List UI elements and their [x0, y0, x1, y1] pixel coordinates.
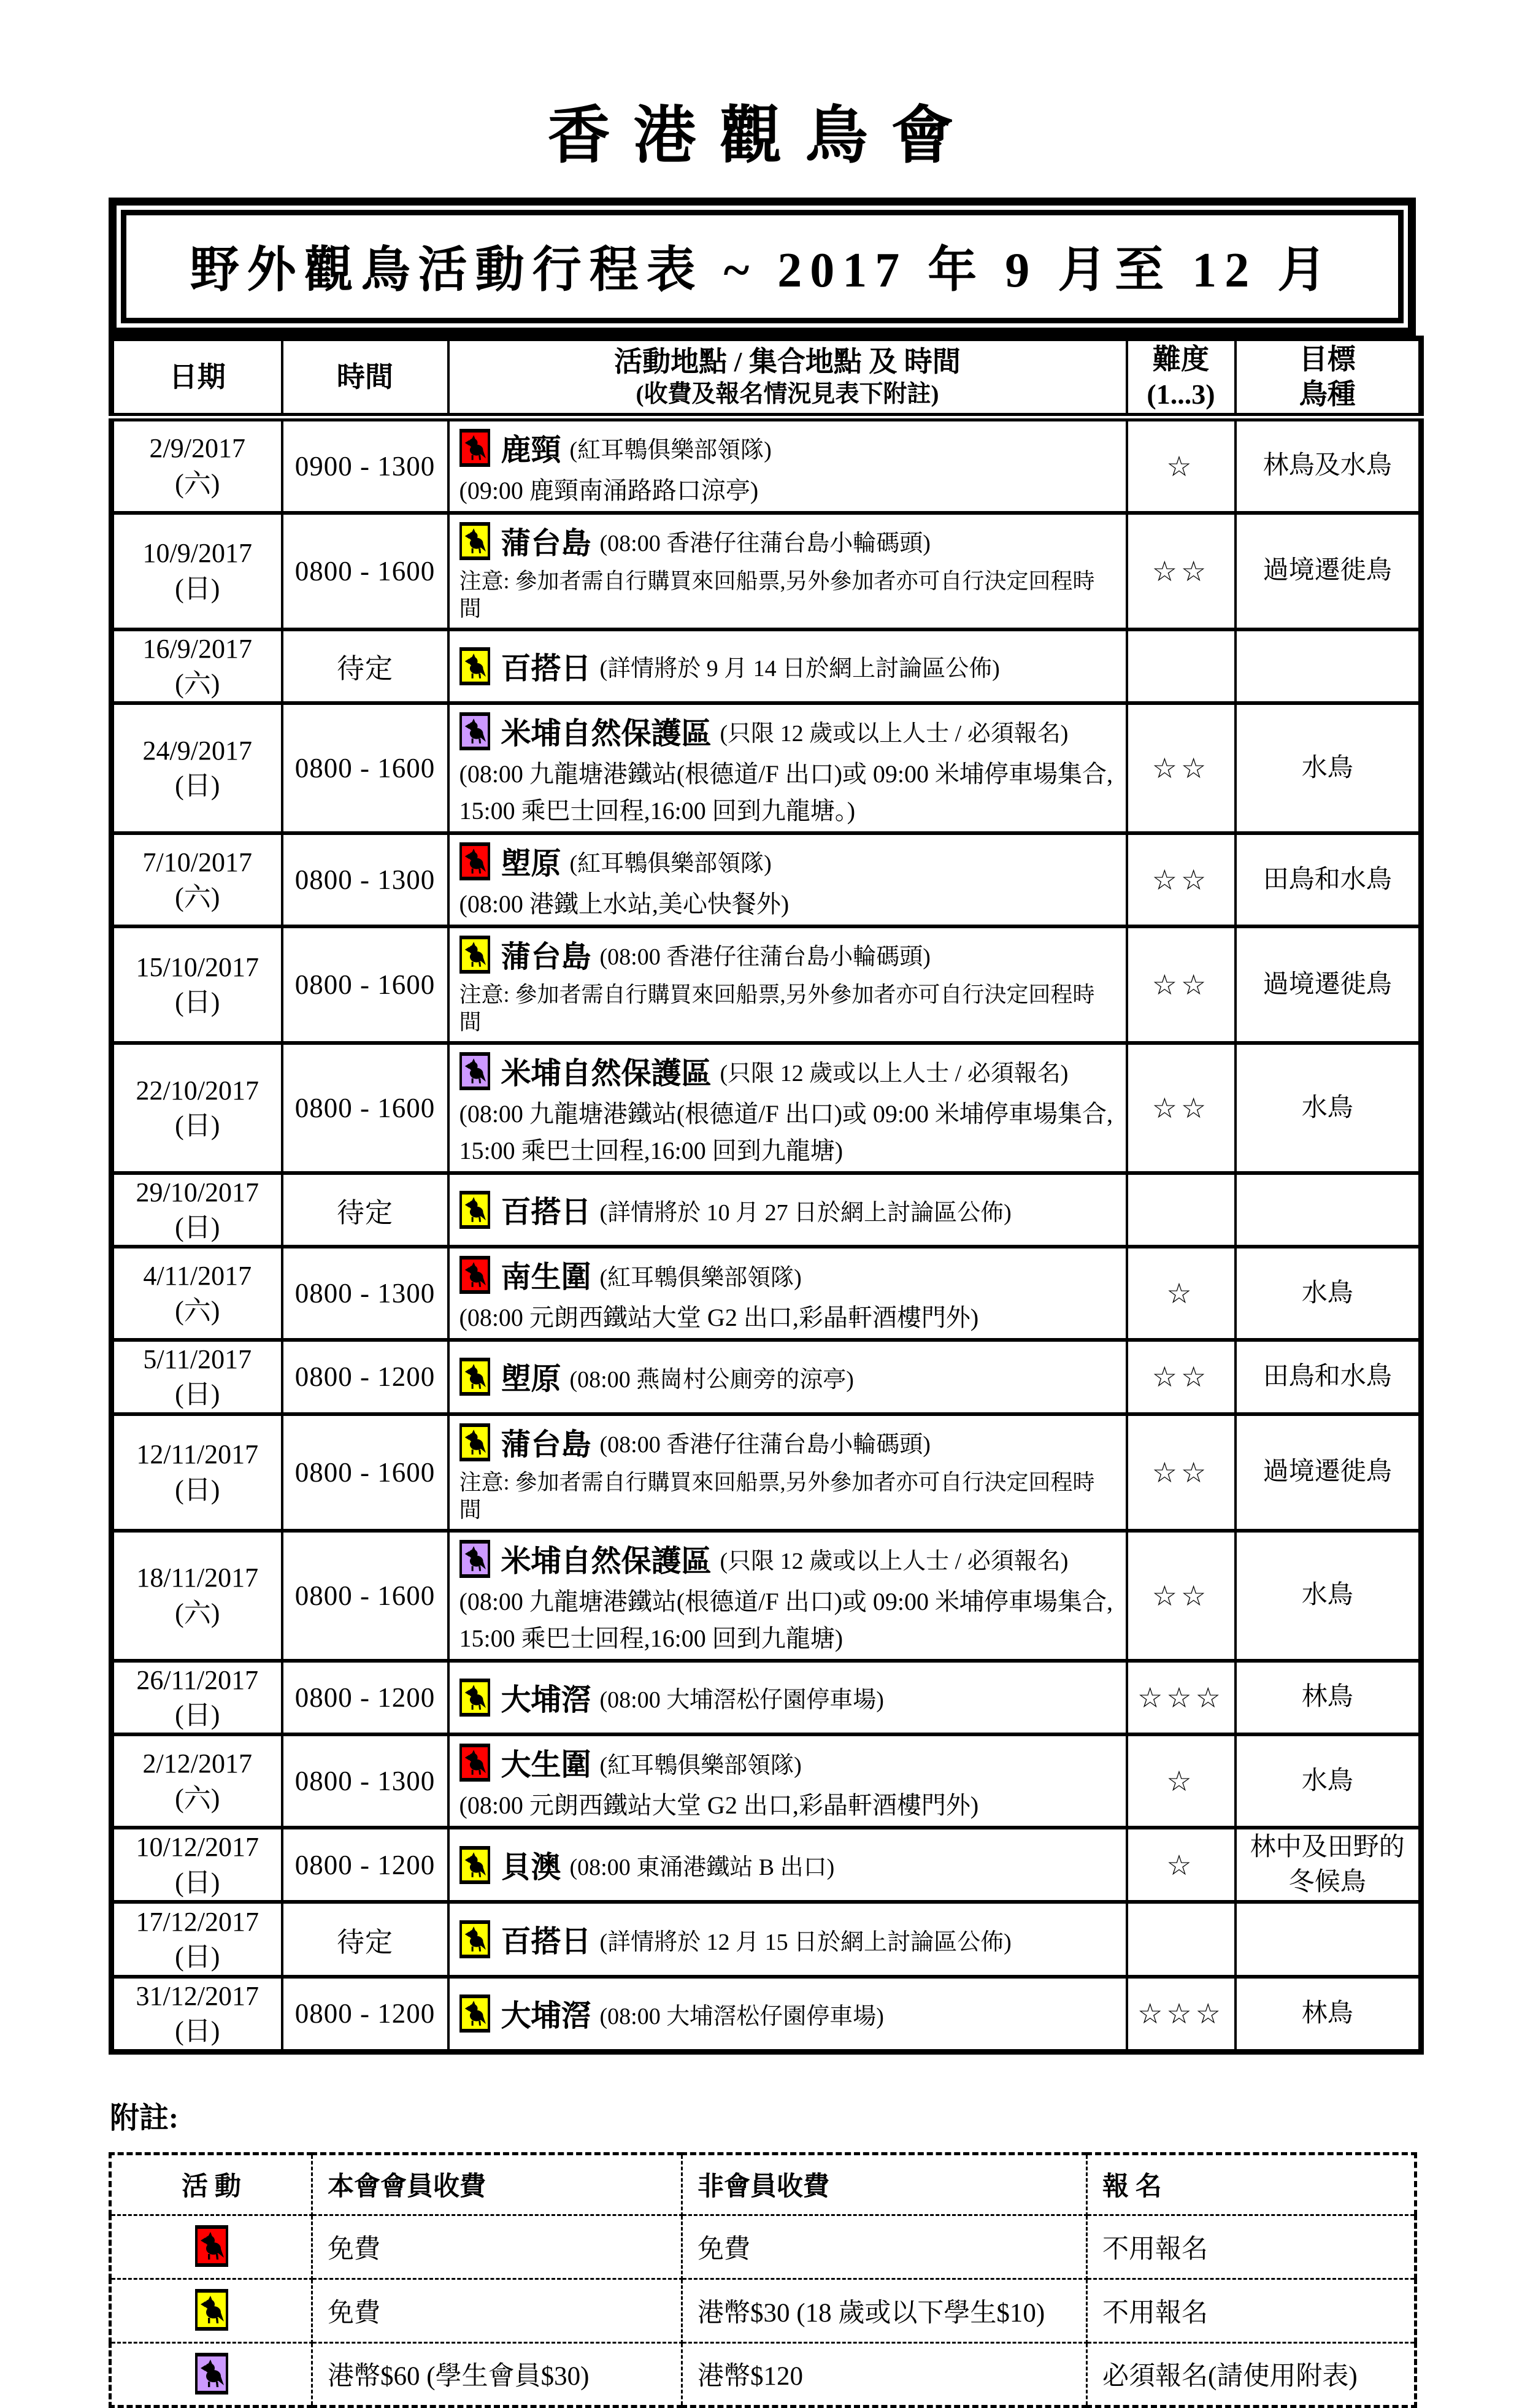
schedule-row — [112, 1414, 1421, 1531]
date-value: 17/12/2017 — [136, 1906, 259, 1937]
schedule-row — [112, 629, 1421, 703]
activity-name: 塱原 — [501, 1362, 561, 1396]
time-cell: 0800 - 1600 — [282, 926, 448, 1043]
activity-title-line — [459, 1188, 1116, 1231]
date-cell — [112, 1247, 282, 1340]
activity-inline-note: (詳情將於 9 月 14 日於網上討論區公佈) — [599, 656, 1000, 682]
difficulty-cell: ☆☆ — [1127, 1043, 1236, 1173]
fee-row — [110, 2342, 1416, 2406]
fee-registration-cell: 不用報名 — [1087, 2215, 1416, 2279]
activity-title-line — [459, 1253, 1116, 1296]
activity-title-line — [459, 1992, 1116, 2035]
activity-title-line — [459, 1537, 1116, 1580]
activity-name: 蒲台島 — [501, 1427, 591, 1461]
activity-category-icon — [459, 429, 490, 467]
activity-extra-line: (08:00 元朗西鐵站大堂 G2 出口,彩晶軒酒樓門外) — [459, 1304, 979, 1332]
date-cell — [112, 1340, 282, 1414]
date-value: 26/11/2017 — [136, 1664, 259, 1695]
schedule-row — [112, 1247, 1421, 1340]
fee-category-icon — [195, 2225, 228, 2267]
activity-cell — [448, 926, 1127, 1043]
header-difficulty: 難度 (1...3) — [1127, 339, 1236, 417]
target-birds-cell: 水鳥 — [1236, 1247, 1421, 1340]
activity-extra-line: (08:00 九龍塘港鐵站(根德道/F 出口)或 09:00 米埔停車場集合, — [459, 1587, 1113, 1615]
activity-inline-note: (08:00 大埔滘松仔園停車場) — [599, 2003, 884, 2029]
time-cell: 0800 - 1300 — [282, 1247, 448, 1340]
banner-title: 野外觀鳥活動行程表 ~ 2017 年 9 月至 12 月 — [190, 244, 1335, 298]
fee-member-cell: 免費 — [312, 2279, 682, 2342]
activity-extra-lines — [459, 1587, 1116, 1654]
schedule-row — [112, 513, 1421, 629]
difficulty-cell — [1127, 1173, 1236, 1247]
date-value: 10/9/2017 — [142, 538, 252, 569]
activity-name: 米埔自然保護區 — [501, 1544, 712, 1578]
banner-box-inner — [121, 210, 1404, 323]
activity-title-line — [459, 1918, 1116, 1961]
activity-extra-line: 15:00 乘巴士回程,16:00 回到九龍塘。) — [459, 796, 856, 825]
target-birds-cell: 水鳥 — [1236, 1734, 1421, 1828]
date-value: 18/11/2017 — [136, 1563, 259, 1593]
activity-category-icon — [459, 522, 490, 560]
target-birds-cell: 田鳥和水鳥 — [1236, 1340, 1421, 1414]
bird-icon — [464, 528, 486, 555]
time-cell: 0800 - 1600 — [282, 1414, 448, 1531]
activity-title-line — [459, 1741, 1116, 1784]
activity-category-icon — [459, 1423, 490, 1461]
difficulty-cell — [1127, 629, 1236, 703]
notes-label: 附註: — [110, 2101, 179, 2134]
time-cell: 0800 - 1600 — [282, 513, 448, 629]
bird-icon — [464, 1749, 486, 1776]
target-birds-cell — [1236, 1173, 1421, 1247]
activity-category-icon — [459, 1846, 490, 1884]
activity-extra-lines — [459, 759, 1116, 826]
header-date: 日期 — [112, 339, 282, 417]
difficulty-cell: ☆ — [1127, 1734, 1236, 1828]
day-of-week: (日) — [175, 1867, 220, 1898]
org-title: 香港觀鳥會 — [547, 102, 977, 171]
time-cell: 待定 — [282, 1173, 448, 1247]
bird-icon — [464, 848, 486, 875]
activity-title-line — [459, 710, 1116, 753]
day-of-week: (六) — [175, 1296, 220, 1326]
bird-icon — [464, 1429, 486, 1456]
time-cell: 0800 - 1600 — [282, 1043, 448, 1173]
activity-name: 米埔自然保護區 — [501, 716, 712, 750]
target-birds-cell: 過境遷徙鳥 — [1236, 926, 1421, 1043]
activity-cell — [448, 513, 1127, 629]
activity-extra-line: (08:00 九龍塘港鐵站(根德道/F 出口)或 09:00 米埔停車場集合, — [459, 1099, 1113, 1128]
date-value: 16/9/2017 — [142, 633, 252, 664]
fee-nonmember-cell: 免費 — [682, 2215, 1087, 2279]
date-cell — [112, 1977, 282, 2052]
activity-cell — [448, 1531, 1127, 1661]
activity-title-line — [459, 1844, 1116, 1887]
fee-registration-cell: 必須報名(請使用附表) — [1087, 2342, 1416, 2406]
activity-extra-line: 注意: 參加者需自行購買來回船票,另外參加者亦可自行決定回程時間 — [459, 1469, 1095, 1522]
activity-inline-note: (只限 12 歲或以上人士 / 必須報名) — [720, 721, 1069, 747]
fee-registration-cell: 不用報名 — [1087, 2279, 1416, 2342]
activity-name: 鹿頸 — [501, 433, 561, 467]
bird-icon — [464, 434, 486, 461]
activity-name: 南生圍 — [501, 1260, 591, 1294]
activity-category-icon — [459, 1358, 490, 1396]
day-of-week: (日) — [175, 573, 220, 604]
activity-title-line — [459, 840, 1116, 883]
activity-name: 米埔自然保護區 — [501, 1056, 712, 1090]
fee-activity-cell — [110, 2279, 312, 2342]
target-birds-cell: 林中及田野的冬候鳥 — [1236, 1828, 1421, 1902]
time-cell: 0800 - 1300 — [282, 833, 448, 926]
activity-title-line — [459, 1050, 1116, 1093]
activity-extra-lines — [459, 1790, 1116, 1821]
date-cell — [112, 629, 282, 703]
activity-category-icon — [459, 712, 490, 750]
date-value: 29/10/2017 — [136, 1177, 259, 1207]
target-birds-cell: 田鳥和水鳥 — [1236, 833, 1421, 926]
day-of-week: (日) — [175, 770, 220, 801]
day-of-week: (六) — [175, 1783, 220, 1814]
fee-header-registration: 報 名 — [1087, 2153, 1416, 2215]
activity-title-line — [459, 426, 1116, 469]
day-of-week: (日) — [175, 1212, 220, 1243]
fee-activity-cell — [110, 2342, 312, 2406]
activity-inline-note: (08:00 香港仔往蒲台島小輪碼頭) — [599, 944, 931, 971]
activity-extra-line: 注意: 參加者需自行購買來回船票,另外參加者亦可自行決定回程時間 — [459, 568, 1095, 621]
activity-category-icon — [459, 1920, 490, 1958]
activity-category-icon — [459, 1540, 490, 1578]
bird-icon — [464, 2000, 486, 2027]
bird-icon — [199, 2358, 224, 2389]
fee-row — [110, 2215, 1416, 2279]
date-value: 24/9/2017 — [142, 735, 252, 766]
difficulty-cell: ☆☆ — [1127, 1531, 1236, 1661]
date-cell — [112, 926, 282, 1043]
day-of-week: (日) — [175, 1110, 220, 1141]
activity-cell — [448, 1043, 1127, 1173]
bird-icon — [464, 1261, 486, 1288]
time-cell: 0800 - 1200 — [282, 1661, 448, 1734]
activity-cell — [448, 1734, 1127, 1828]
activity-cell — [448, 1414, 1127, 1531]
activity-cell — [448, 1977, 1127, 2052]
fee-header-activity: 活 動 — [110, 2153, 312, 2215]
target-birds-cell: 林鳥 — [1236, 1661, 1421, 1734]
date-cell — [112, 833, 282, 926]
time-cell: 0800 - 1200 — [282, 1828, 448, 1902]
schedule-row — [112, 1977, 1421, 2052]
activity-title-line — [459, 520, 1116, 563]
activity-inline-note: (紅耳鵯俱樂部領隊) — [599, 1752, 802, 1779]
activity-inline-note: (只限 12 歲或以上人士 / 必須報名) — [720, 1061, 1069, 1087]
activity-category-icon — [459, 1256, 490, 1294]
bird-icon — [464, 1363, 486, 1390]
activity-inline-note: (08:00 香港仔往蒲台島小輪碼頭) — [599, 531, 931, 556]
target-birds-cell: 過境遷徙鳥 — [1236, 513, 1421, 629]
activity-extra-lines — [459, 981, 1116, 1036]
activity-extra-lines — [459, 1099, 1116, 1166]
date-cell — [112, 1734, 282, 1828]
activity-category-icon — [459, 647, 490, 685]
activity-cell — [448, 1173, 1127, 1247]
difficulty-cell: ☆ — [1127, 417, 1236, 513]
target-birds-cell: 水鳥 — [1236, 1043, 1421, 1173]
activity-cell — [448, 1902, 1127, 1977]
date-cell — [112, 703, 282, 833]
activity-category-icon — [459, 842, 490, 880]
schedule-header — [112, 339, 1421, 417]
activity-category-icon — [459, 1052, 490, 1090]
fee-member-cell: 港幣$60 (學生會員$30) — [312, 2342, 682, 2406]
date-value: 10/12/2017 — [136, 1832, 259, 1863]
header-target-birds: 目標 鳥種 — [1236, 339, 1421, 417]
schedule-row — [112, 1340, 1421, 1414]
activity-title-line — [459, 933, 1116, 976]
date-value: 22/10/2017 — [136, 1075, 259, 1106]
day-of-week: (日) — [175, 1699, 220, 1730]
activity-extra-line: 15:00 乘巴士回程,16:00 回到九龍塘) — [459, 1136, 844, 1164]
date-cell — [112, 417, 282, 513]
day-of-week: (日) — [175, 1474, 220, 1505]
schedule-row — [112, 1828, 1421, 1902]
activity-name: 大埔滘 — [501, 1682, 591, 1717]
schedule-table — [109, 336, 1424, 2055]
fee-table — [109, 2152, 1417, 2408]
schedule-row — [112, 1734, 1421, 1828]
activity-inline-note: (詳情將於 10 月 27 日於網上討論區公佈) — [599, 1199, 1012, 1226]
activity-cell — [448, 1828, 1127, 1902]
time-cell: 待定 — [282, 1902, 448, 1977]
target-birds-cell: 水鳥 — [1236, 703, 1421, 833]
date-cell — [112, 1661, 282, 1734]
date-value: 12/11/2017 — [136, 1439, 259, 1470]
fee-activity-cell — [110, 2215, 312, 2279]
day-of-week: (日) — [175, 1379, 220, 1410]
target-birds-cell — [1236, 629, 1421, 703]
target-birds-cell: 林鳥 — [1236, 1977, 1421, 2052]
schedule-row — [112, 703, 1421, 833]
difficulty-cell: ☆☆ — [1127, 513, 1236, 629]
schedule-row — [112, 833, 1421, 926]
activity-cell — [448, 629, 1127, 703]
difficulty-cell: ☆☆ — [1127, 703, 1236, 833]
activity-extra-line: (08:00 港鐵上水站,美心快餐外) — [459, 890, 790, 918]
day-of-week: (六) — [175, 668, 220, 699]
time-cell: 0800 - 1200 — [282, 1977, 448, 2052]
time-cell: 0900 - 1300 — [282, 417, 448, 513]
activity-extra-lines — [459, 889, 1116, 920]
activity-name: 大埔滘 — [501, 1999, 591, 2033]
activity-extra-line: (08:00 元朗西鐵站大堂 G2 出口,彩晶軒酒樓門外) — [459, 1791, 979, 1819]
activity-category-icon — [459, 1744, 490, 1782]
target-birds-cell — [1236, 1902, 1421, 1977]
activity-extra-line: 注意: 參加者需自行購買來回船票,另外參加者亦可自行決定回程時間 — [459, 982, 1095, 1034]
bird-icon — [464, 1684, 486, 1711]
date-cell — [112, 1902, 282, 1977]
difficulty-cell: ☆☆ — [1127, 1414, 1236, 1531]
date-cell — [112, 1531, 282, 1661]
time-cell: 待定 — [282, 629, 448, 703]
date-cell — [112, 1173, 282, 1247]
bird-icon — [464, 653, 486, 680]
activity-category-icon — [459, 1679, 490, 1717]
bird-icon — [464, 1545, 486, 1572]
activity-title-line — [459, 1355, 1116, 1398]
date-value: 5/11/2017 — [143, 1344, 252, 1375]
date-value: 2/12/2017 — [142, 1748, 252, 1779]
activity-inline-note: (紅耳鵯俱樂部領隊) — [599, 1264, 802, 1291]
activity-extra-lines — [459, 1302, 1116, 1333]
date-value: 31/12/2017 — [136, 1981, 259, 2012]
activity-inline-note: (08:00 燕崗村公廁旁的涼亭) — [569, 1366, 854, 1393]
activity-category-icon — [459, 1994, 490, 2033]
difficulty-cell: ☆☆ — [1127, 926, 1236, 1043]
fee-header — [110, 2153, 1416, 2215]
activity-inline-note: (08:00 香港仔往蒲台島小輪碼頭) — [599, 1432, 931, 1458]
activity-inline-note: (08:00 東涌港鐵站 B 出口) — [569, 1855, 835, 1880]
bird-icon — [464, 1058, 486, 1085]
activity-title-line — [459, 645, 1116, 688]
activity-inline-note: (紅耳鵯俱樂部領隊) — [569, 851, 772, 877]
date-value: 4/11/2017 — [143, 1261, 252, 1291]
activity-name: 大生圍 — [501, 1748, 591, 1782]
activity-extra-lines — [459, 1469, 1116, 1524]
activity-extra-line: (09:00 鹿頸南涌路路口涼亭) — [459, 476, 759, 504]
activity-inline-note: (詳情將於 12 月 15 日於網上討論區公佈) — [599, 1929, 1012, 1955]
schedule-row — [112, 1043, 1421, 1173]
activity-name: 百搭日 — [501, 1195, 591, 1229]
day-of-week: (六) — [175, 1598, 220, 1628]
activity-extra-line: (08:00 九龍塘港鐵站(根德道/F 出口)或 09:00 米埔停車場集合, — [459, 760, 1113, 788]
bird-icon — [199, 2295, 224, 2325]
time-cell: 0800 - 1200 — [282, 1340, 448, 1414]
time-cell: 0800 - 1300 — [282, 1734, 448, 1828]
activity-cell — [448, 1247, 1127, 1340]
activity-cell — [448, 833, 1127, 926]
date-cell — [112, 513, 282, 629]
date-value: 7/10/2017 — [142, 847, 252, 877]
fee-category-icon — [195, 2289, 228, 2331]
activity-title-line — [459, 1421, 1116, 1464]
target-birds-cell: 林鳥及水鳥 — [1236, 417, 1421, 513]
activity-cell — [448, 417, 1127, 513]
fee-header-member: 本會會員收費 — [312, 2153, 682, 2215]
target-birds-cell: 水鳥 — [1236, 1531, 1421, 1661]
difficulty-cell — [1127, 1902, 1236, 1977]
fee-category-icon — [195, 2353, 228, 2395]
day-of-week: (六) — [175, 882, 220, 912]
activity-name: 蒲台島 — [501, 526, 591, 560]
bird-icon — [199, 2231, 224, 2261]
difficulty-cell: ☆☆ — [1127, 833, 1236, 926]
bird-icon — [464, 718, 486, 745]
date-cell — [112, 1414, 282, 1531]
activity-name: 百搭日 — [501, 651, 591, 685]
fee-body — [110, 2215, 1416, 2406]
schedule-row — [112, 1902, 1421, 1977]
fee-nonmember-cell: 港幣$120 — [682, 2342, 1087, 2406]
bird-icon — [464, 1926, 486, 1953]
bird-icon — [464, 1196, 486, 1223]
fee-row — [110, 2279, 1416, 2342]
header-time: 時間 — [282, 339, 448, 417]
activity-inline-note: (只限 12 歲或以上人士 / 必須報名) — [720, 1548, 1069, 1575]
activity-extra-line: 15:00 乘巴士回程,16:00 回到九龍塘) — [459, 1624, 844, 1652]
activity-cell — [448, 1661, 1127, 1734]
activity-extra-lines — [459, 475, 1116, 506]
difficulty-cell: ☆ — [1127, 1828, 1236, 1902]
schedule-row — [112, 1173, 1421, 1247]
day-of-week: (日) — [175, 1942, 220, 1972]
activity-inline-note: (紅耳鵯俱樂部領隊) — [569, 437, 772, 463]
activity-name: 塱原 — [501, 846, 561, 880]
date-value: 15/10/2017 — [136, 952, 259, 982]
activity-cell — [448, 703, 1127, 833]
schedule-row — [112, 417, 1421, 513]
date-cell — [112, 1043, 282, 1173]
difficulty-cell: ☆☆☆ — [1127, 1661, 1236, 1734]
date-cell — [112, 1828, 282, 1902]
activity-category-icon — [459, 936, 490, 974]
difficulty-cell: ☆☆☆ — [1127, 1977, 1236, 2052]
difficulty-cell: ☆☆ — [1127, 1340, 1236, 1414]
schedule-row — [112, 1531, 1421, 1661]
activity-inline-note: (08:00 大埔滘松仔園停車場) — [599, 1687, 884, 1714]
schedule-body — [112, 417, 1421, 2052]
activity-name: 蒲台島 — [501, 939, 591, 974]
bird-icon — [464, 941, 486, 968]
difficulty-cell: ☆ — [1127, 1247, 1236, 1340]
day-of-week: (日) — [175, 987, 220, 1017]
activity-cell — [448, 1340, 1127, 1414]
target-birds-cell: 過境遷徙鳥 — [1236, 1414, 1421, 1531]
fee-nonmember-cell: 港幣$30 (18 歲或以下學生$10) — [682, 2279, 1087, 2342]
time-cell: 0800 - 1600 — [282, 703, 448, 833]
fee-header-nonmember: 非會員收費 — [682, 2153, 1087, 2215]
day-of-week: (日) — [175, 2016, 220, 2047]
activity-category-icon — [459, 1191, 490, 1229]
schedule-row — [112, 926, 1421, 1043]
activity-extra-lines — [459, 567, 1116, 623]
activity-title-line — [459, 1676, 1116, 1719]
activity-name: 貝澳 — [501, 1850, 561, 1884]
fee-member-cell: 免費 — [312, 2215, 682, 2279]
banner-box — [109, 198, 1416, 336]
bird-icon — [464, 1852, 486, 1879]
activity-name: 百搭日 — [501, 1925, 591, 1958]
date-value: 2/9/2017 — [149, 433, 245, 464]
schedule-row — [112, 1661, 1421, 1734]
time-cell: 0800 - 1600 — [282, 1531, 448, 1661]
header-location: 活動地點 / 集合地點 及 時間 (收費及報名情況見表下附註) — [448, 339, 1127, 417]
day-of-week: (六) — [175, 468, 220, 499]
